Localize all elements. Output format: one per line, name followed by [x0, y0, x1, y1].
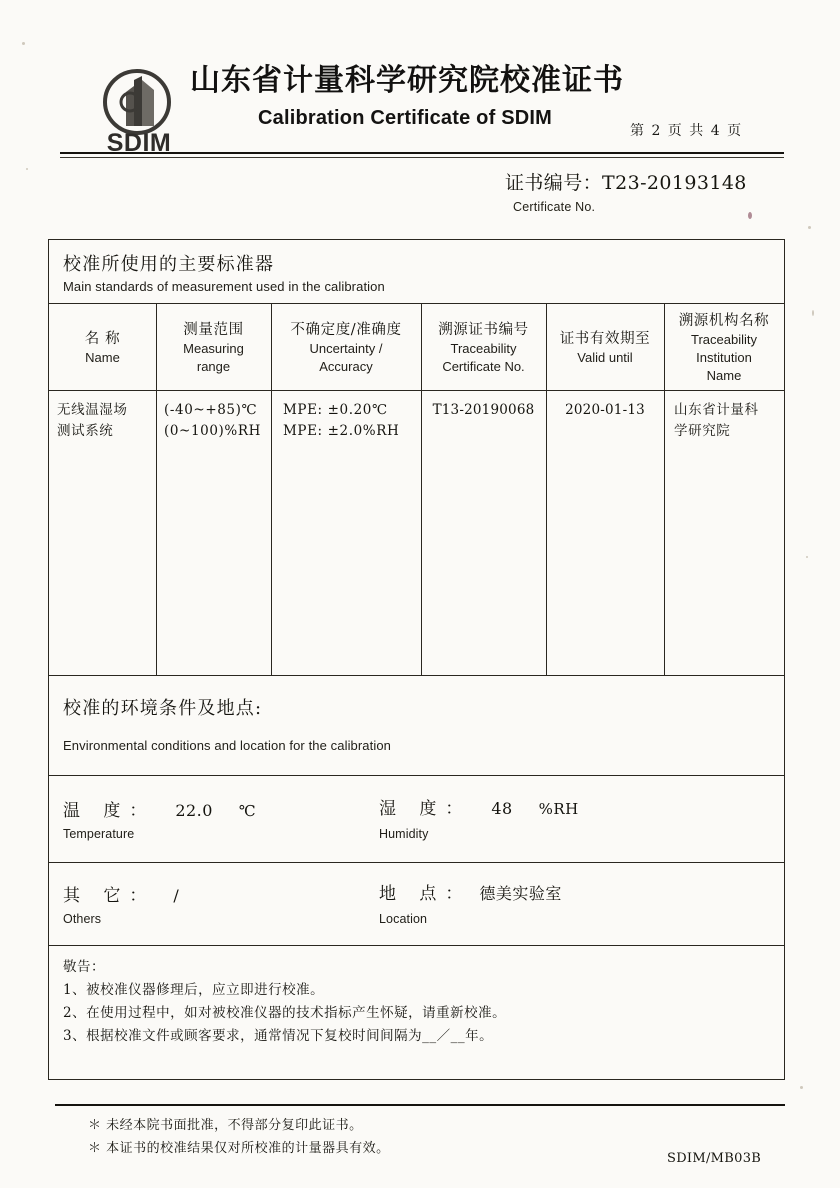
others-value: / [173, 886, 180, 905]
column-divider [546, 391, 547, 676]
certificate-number-label: 证书编号： [505, 172, 603, 194]
column-header-uncertainty [271, 304, 421, 391]
others-location-row [49, 863, 784, 946]
column-header-range-cn: 测量范围 [183, 321, 244, 338]
footer-form-code: SDIM/MB03B [667, 1151, 762, 1166]
temperature-field [63, 796, 256, 841]
column-header-traceability-cert [421, 304, 546, 391]
temperature-unit: ℃ [238, 802, 257, 820]
column-header-uncertainty-cn: 不确定度/准确度 [290, 321, 402, 338]
humidity-unit: %RH [538, 800, 579, 818]
footer-notes [88, 1114, 390, 1160]
notice-item-1: 1、被校准仪器修理后，应立即进行校准。 [63, 982, 325, 998]
column-header-institution-en3: Name [706, 367, 742, 383]
certificate-body-box [48, 239, 785, 1080]
title-chinese: 山东省计量科学研究院校准证书 [190, 63, 624, 98]
certificate-number-label-en: Certificate No. [513, 200, 596, 214]
standards-section-header [49, 240, 784, 304]
standards-table-header-row [49, 304, 784, 391]
notice-item-3: 3、根据校准文件或顾客要求，通常情况下复校时间间隔为__／__年。 [63, 1028, 494, 1044]
scan-speck [26, 168, 28, 170]
cell-measuring-range [156, 391, 271, 442]
cell-standard-name [49, 391, 156, 442]
title-english: Calibration Certificate of SDIM [257, 107, 552, 129]
certificate-number-value: T23-20193148 [602, 172, 747, 194]
humidity-label-en: Humidity [379, 827, 429, 841]
column-header-measuring-range [156, 304, 271, 391]
column-header-trace-cn: 溯源证书编号 [438, 321, 529, 338]
valid-until-value: 2020-01-13 [565, 402, 645, 418]
scan-speck [806, 556, 808, 558]
others-label-en: Others [63, 912, 102, 926]
uncertainty-line1: MPE: ±0.20℃ [283, 402, 388, 418]
certificate-number-block [505, 168, 747, 195]
column-header-name-en: Name [85, 349, 120, 365]
page-header [0, 58, 840, 154]
scan-speck [812, 310, 814, 316]
sdim-logo-icon [96, 66, 182, 154]
column-header-valid-en: Valid until [577, 349, 633, 365]
cell-valid-until [546, 391, 664, 421]
page-number: 第 2 页 共 4 页 [630, 123, 743, 139]
location-label-en: Location [379, 912, 428, 926]
environment-section-header [49, 676, 784, 776]
footer-divider [55, 1104, 785, 1106]
standards-table-body [49, 391, 784, 676]
column-divider [421, 391, 422, 676]
column-header-name-cn: 名 称 [84, 330, 121, 347]
notices-section [49, 946, 784, 1079]
uncertainty-line2: MPE: ±2.0%RH [283, 423, 400, 439]
standards-table [49, 304, 784, 676]
column-header-uncertainty-en: Uncertainty / [309, 340, 383, 356]
footer-note-1: ＊ 未经本院书面批准，不得部分复印此证书。 [88, 1118, 363, 1133]
column-header-range-en2: range [196, 358, 231, 374]
notices-heading: 敬告： [63, 959, 105, 975]
range-line1: (-40~+85)℃ [164, 402, 258, 418]
temperature-value: 22.0 [175, 801, 213, 820]
header-divider-thin [60, 157, 784, 158]
location-value: 德美实验室 [479, 884, 562, 903]
scan-speck [748, 212, 752, 219]
scan-speck [800, 1086, 803, 1089]
temperature-humidity-row [49, 776, 784, 863]
footer-note-2: ＊ 本证书的校准结果仅对所校准的计量器具有效。 [88, 1141, 390, 1156]
temperature-label-en: Temperature [63, 827, 135, 841]
column-header-name [49, 304, 156, 391]
column-header-institution-en: Traceability [691, 331, 757, 347]
column-header-uncertainty-en2: Accuracy [319, 358, 373, 374]
column-header-valid-cn: 证书有效期至 [559, 330, 651, 347]
traceability-cert-no: T13-20190068 [432, 402, 535, 418]
others-label-cn: 其 它： [63, 886, 156, 906]
temperature-label-cn: 温 度： [63, 801, 156, 821]
humidity-label-cn: 湿 度： [379, 799, 472, 819]
institution-line2: 学研究院 [674, 423, 731, 439]
institution-line1: 山东省计量科 [674, 402, 759, 418]
humidity-field [379, 794, 579, 841]
standards-title-chinese: 校准所使用的主要标准器 [63, 254, 275, 275]
column-header-valid-until [546, 304, 664, 391]
cell-institution [664, 391, 784, 442]
others-field [63, 881, 179, 926]
notice-item-2: 2、在使用过程中，如对被校准仪器的技术指标产生怀疑，请重新校准。 [63, 1005, 507, 1021]
cell-uncertainty [271, 391, 421, 442]
location-field [379, 879, 562, 926]
standard-name-line1: 无线温湿场 [57, 402, 128, 418]
certificate-title [190, 62, 624, 132]
standard-name-line2: 测试系统 [57, 423, 114, 439]
environment-title-english: Environmental conditions and location for the calibration [63, 738, 392, 753]
header-divider [60, 152, 784, 154]
environment-title-chinese: 校准的环境条件及地点: [63, 698, 263, 719]
standards-title-english: Main standards of measurement used in the calibration [63, 279, 385, 294]
column-header-range-en: Measuring [183, 340, 244, 356]
scan-speck [22, 42, 25, 45]
svg-text:SDIM: SDIM [106, 129, 172, 154]
humidity-value: 48 [491, 799, 513, 818]
column-header-institution-en2: Institution [696, 349, 752, 365]
column-header-institution-cn: 溯源机构名称 [678, 312, 770, 329]
scan-speck [808, 226, 811, 229]
location-label-cn: 地 点： [379, 884, 472, 904]
column-header-trace-en2: Certificate No. [442, 358, 525, 374]
column-header-institution [664, 304, 784, 391]
range-line2: (0~100)%RH [164, 423, 261, 439]
column-header-trace-en: Traceability [450, 340, 517, 356]
cell-traceability-cert-no [421, 391, 546, 421]
